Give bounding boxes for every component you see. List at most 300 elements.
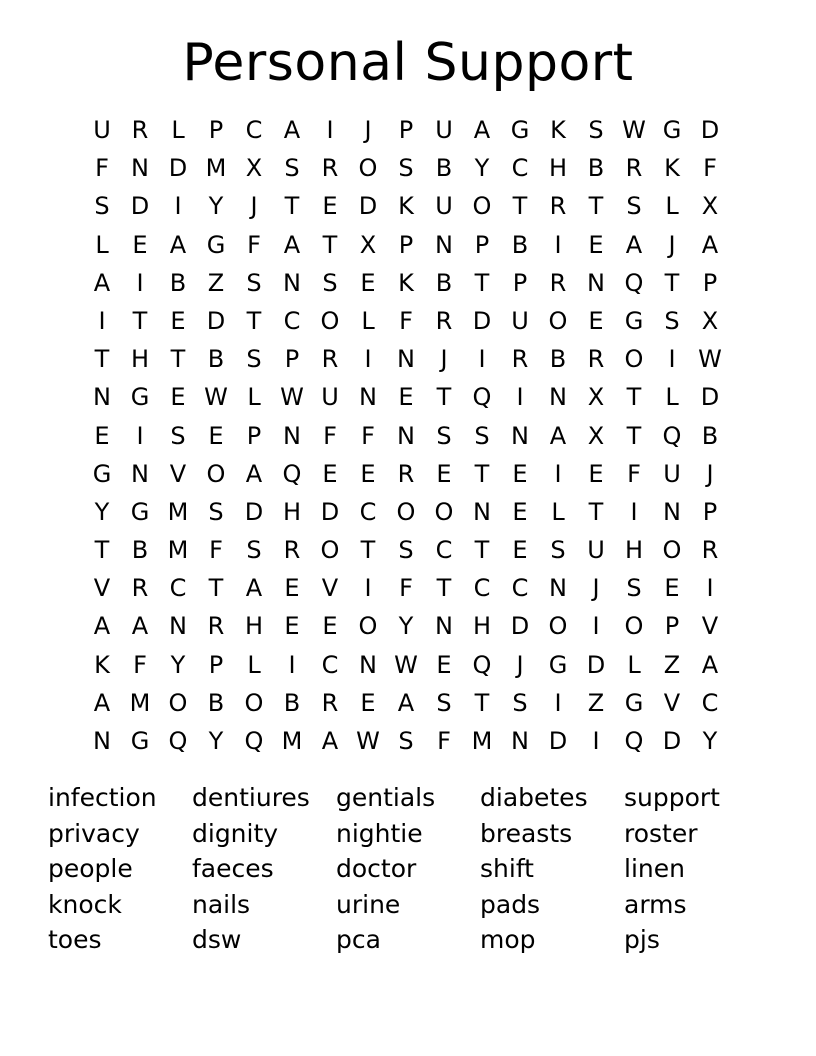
grid-letter[interactable]: T	[626, 383, 642, 412]
grid-letter[interactable]: A	[283, 116, 301, 144]
grid-letter[interactable]: N	[131, 459, 149, 488]
grid-letter[interactable]: Q	[662, 421, 682, 450]
grid-letter[interactable]: D	[510, 612, 530, 641]
grid-letter[interactable]: T	[664, 268, 680, 297]
grid-letter[interactable]: K	[664, 154, 680, 183]
grid-letter[interactable]: L	[171, 116, 185, 144]
letter-grid	[83, 111, 729, 760]
grid-letter[interactable]: N	[397, 345, 415, 374]
grid-letter[interactable]: D	[358, 192, 378, 221]
grid-letter[interactable]: J	[706, 459, 714, 488]
grid-letter[interactable]: F	[247, 230, 261, 259]
grid-letter[interactable]: H	[282, 497, 302, 526]
grid-letter[interactable]: B	[701, 421, 719, 450]
grid-letter[interactable]: Q	[282, 459, 302, 488]
grid-letter[interactable]: I	[516, 383, 524, 412]
word-list-item: infection	[48, 783, 157, 812]
grid-letter[interactable]: E	[322, 192, 338, 221]
grid-letter[interactable]: G	[206, 230, 226, 259]
grid-letter[interactable]: E	[588, 459, 604, 488]
grid-letter[interactable]: T	[284, 192, 300, 221]
grid-letter[interactable]: B	[131, 536, 149, 565]
grid-letter[interactable]: S	[94, 192, 110, 221]
grid-letter[interactable]: M	[129, 688, 151, 717]
grid-letter[interactable]: E	[512, 459, 528, 488]
grid-letter[interactable]: V	[93, 574, 111, 603]
grid-letter[interactable]: T	[132, 306, 148, 335]
grid-letter[interactable]: I	[592, 612, 600, 641]
grid-letter[interactable]: N	[473, 497, 491, 526]
grid-letter[interactable]: S	[398, 536, 414, 565]
grid-letter[interactable]: T	[588, 497, 604, 526]
grid-letter[interactable]: R	[321, 688, 339, 717]
grid-letter[interactable]: Y	[208, 727, 224, 755]
grid-letter[interactable]: B	[207, 345, 225, 374]
grid-letter[interactable]: Q	[472, 383, 492, 412]
grid-letter[interactable]: P	[512, 268, 528, 297]
grid-letter[interactable]: I	[364, 345, 372, 374]
grid-letter[interactable]: T	[474, 459, 490, 488]
grid-letter[interactable]: T	[208, 574, 224, 603]
word-list-item: shift	[480, 854, 534, 883]
grid-letter[interactable]: N	[93, 383, 111, 412]
grid-letter[interactable]: R	[435, 306, 453, 335]
grid-letter[interactable]: L	[627, 650, 641, 679]
grid-letter[interactable]: A	[131, 612, 149, 641]
grid-letter[interactable]: R	[207, 612, 225, 641]
word-list-item: gentials	[336, 783, 436, 812]
grid-letter[interactable]: D	[548, 727, 568, 755]
grid-letter[interactable]: G	[662, 116, 682, 144]
grid-letter[interactable]: B	[549, 345, 567, 374]
grid-letter[interactable]: A	[245, 574, 263, 603]
grid-letter[interactable]: P	[284, 345, 300, 374]
grid-letter[interactable]: A	[549, 421, 567, 450]
grid-letter[interactable]: C	[701, 688, 719, 717]
grid-letter[interactable]: S	[398, 727, 414, 755]
grid-letter[interactable]: E	[322, 612, 338, 641]
grid-letter[interactable]: K	[94, 650, 110, 679]
grid-letter[interactable]: Y	[170, 650, 186, 679]
grid-letter[interactable]: N	[549, 574, 567, 603]
grid-letter[interactable]: N	[663, 497, 681, 526]
grid-letter[interactable]: C	[511, 574, 529, 603]
grid-letter[interactable]: I	[706, 574, 714, 603]
grid-letter[interactable]: X	[587, 421, 605, 450]
grid-letter[interactable]: I	[668, 345, 676, 374]
grid-letter[interactable]: B	[207, 688, 225, 717]
grid-letter[interactable]: R	[701, 536, 719, 565]
grid-letter[interactable]: A	[473, 116, 491, 144]
grid-letter[interactable]: N	[283, 268, 301, 297]
grid-letter[interactable]: O	[548, 306, 568, 335]
word-list-item: pads	[480, 889, 541, 919]
grid-letter[interactable]: G	[92, 459, 112, 488]
grid-letter[interactable]: F	[703, 154, 717, 183]
grid-letter[interactable]: C	[511, 154, 529, 183]
grid-letter[interactable]: I	[136, 268, 144, 297]
grid-letter[interactable]: W	[280, 383, 304, 412]
grid-letter[interactable]: I	[136, 421, 144, 450]
grid-letter[interactable]: Q	[472, 650, 492, 679]
grid-letter[interactable]: N	[511, 421, 529, 450]
grid-letter[interactable]: F	[627, 459, 641, 488]
grid-letter[interactable]: D	[472, 306, 492, 335]
grid-letter[interactable]: G	[510, 116, 530, 144]
grid-letter[interactable]: Y	[208, 192, 224, 221]
grid-letter[interactable]: B	[511, 230, 529, 259]
grid-letter[interactable]: E	[170, 306, 186, 335]
grid-letter[interactable]: I	[554, 459, 562, 488]
grid-letter[interactable]: A	[93, 688, 111, 717]
grid-letter[interactable]: S	[436, 421, 452, 450]
grid-letter[interactable]: F	[323, 421, 337, 450]
grid-letter[interactable]: S	[474, 421, 490, 450]
grid-letter[interactable]: L	[247, 383, 261, 412]
grid-letter[interactable]: P	[246, 421, 262, 450]
grid-letter[interactable]: R	[131, 574, 149, 603]
grid-letter[interactable]: D	[206, 306, 226, 335]
grid-letter[interactable]: A	[245, 459, 263, 488]
grid-letter[interactable]: I	[98, 306, 106, 335]
grid-letter[interactable]: U	[587, 536, 605, 565]
grid-letter[interactable]: P	[702, 268, 718, 297]
grid-letter[interactable]: T	[246, 306, 262, 335]
grid-letter[interactable]: M	[471, 727, 493, 755]
grid-letter[interactable]: W	[622, 116, 646, 144]
grid-letter[interactable]: N	[359, 383, 377, 412]
grid-letter[interactable]: H	[548, 154, 568, 183]
grid-letter[interactable]: S	[246, 536, 262, 565]
grid-letter[interactable]: L	[247, 650, 261, 679]
grid-letter[interactable]: O	[396, 497, 416, 526]
grid-letter[interactable]: V	[169, 459, 187, 488]
grid-letter[interactable]: L	[95, 230, 109, 259]
grid-letter[interactable]: N	[283, 421, 301, 450]
grid-letter[interactable]: U	[321, 383, 339, 412]
grid-letter[interactable]: F	[437, 727, 451, 755]
grid-letter[interactable]: E	[512, 497, 528, 526]
grid-letter[interactable]: S	[170, 421, 186, 450]
grid-letter[interactable]: N	[93, 727, 111, 755]
grid-letter[interactable]: T	[436, 383, 452, 412]
grid-letter[interactable]: C	[473, 574, 491, 603]
grid-letter[interactable]: E	[664, 574, 680, 603]
grid-letter[interactable]: E	[94, 421, 110, 450]
grid-letter[interactable]: X	[359, 230, 377, 259]
grid-letter[interactable]: I	[592, 727, 600, 755]
grid-letter[interactable]: N	[131, 154, 149, 183]
grid-letter[interactable]: J	[668, 230, 676, 259]
grid-letter[interactable]: L	[665, 383, 679, 412]
grid-letter[interactable]: M	[205, 154, 227, 183]
grid-letter[interactable]: D	[662, 727, 682, 755]
grid-letter[interactable]: P	[208, 116, 224, 144]
grid-letter[interactable]: V	[701, 612, 719, 641]
grid-letter[interactable]: P	[702, 497, 718, 526]
word-list-item: linen	[624, 854, 685, 883]
grid-letter[interactable]: S	[436, 688, 452, 717]
grid-letter[interactable]: L	[665, 192, 679, 221]
word-list-item: support	[624, 783, 720, 812]
grid-letter[interactable]: I	[364, 574, 372, 603]
grid-letter[interactable]: E	[208, 421, 224, 450]
grid-letter[interactable]: T	[94, 345, 110, 374]
grid-letter[interactable]: U	[435, 116, 453, 144]
grid-letter[interactable]: T	[170, 345, 186, 374]
grid-letter[interactable]: O	[320, 306, 340, 335]
grid-letter[interactable]: F	[133, 650, 147, 679]
grid-letter[interactable]: P	[208, 650, 224, 679]
grid-letter[interactable]: D	[700, 116, 720, 144]
grid-letter[interactable]: A	[625, 230, 643, 259]
grid-letter[interactable]: S	[284, 154, 300, 183]
grid-letter[interactable]: C	[321, 650, 339, 679]
grid-letter[interactable]: N	[587, 268, 605, 297]
grid-letter[interactable]: V	[321, 574, 339, 603]
grid-letter[interactable]: M	[167, 497, 189, 526]
grid-letter[interactable]: E	[322, 459, 338, 488]
grid-letter[interactable]: W	[698, 345, 722, 374]
grid-letter[interactable]: D	[130, 192, 150, 221]
grid-letter[interactable]: K	[550, 116, 566, 144]
grid-letter[interactable]: P	[398, 230, 414, 259]
grid-letter[interactable]: E	[284, 574, 300, 603]
grid-letter[interactable]: P	[398, 116, 414, 144]
grid-letter[interactable]: I	[554, 688, 562, 717]
grid-letter[interactable]: E	[360, 459, 376, 488]
grid-letter[interactable]: O	[472, 192, 492, 221]
grid-letter[interactable]: K	[398, 268, 414, 297]
grid-letter[interactable]: Q	[244, 727, 264, 755]
grid-letter[interactable]: S	[246, 268, 262, 297]
grid-letter[interactable]: J	[440, 345, 448, 374]
grid-letter[interactable]: D	[168, 154, 188, 183]
grid-letter[interactable]: E	[436, 650, 452, 679]
grid-letter[interactable]: O	[358, 154, 378, 183]
grid-letter[interactable]: B	[283, 688, 301, 717]
grid-letter[interactable]: I	[288, 650, 296, 679]
grid-letter[interactable]: W	[356, 727, 380, 755]
grid-letter[interactable]: N	[511, 727, 529, 755]
grid-letter[interactable]: W	[204, 383, 228, 412]
grid-letter[interactable]: U	[435, 192, 453, 221]
grid-letter[interactable]: Q	[168, 727, 188, 755]
grid-letter[interactable]: G	[548, 650, 568, 679]
grid-letter[interactable]: C	[245, 116, 263, 144]
grid-letter[interactable]: C	[283, 306, 301, 335]
grid-letter[interactable]: F	[95, 154, 109, 183]
grid-letter[interactable]: S	[512, 688, 528, 717]
grid-letter[interactable]: X	[587, 383, 605, 412]
grid-letter[interactable]: W	[394, 650, 418, 679]
grid-letter[interactable]: F	[399, 574, 413, 603]
grid-letter[interactable]: C	[359, 497, 377, 526]
grid-letter[interactable]: R	[397, 459, 415, 488]
grid-letter[interactable]: B	[435, 268, 453, 297]
grid-letter[interactable]: E	[170, 383, 186, 412]
grid-letter[interactable]: T	[474, 268, 490, 297]
grid-letter[interactable]: A	[93, 268, 111, 297]
grid-letter[interactable]: B	[169, 268, 187, 297]
grid-letter[interactable]: D	[586, 650, 606, 679]
grid-letter[interactable]: F	[399, 306, 413, 335]
grid-letter[interactable]: R	[625, 154, 643, 183]
grid-letter[interactable]: D	[700, 383, 720, 412]
grid-letter[interactable]: E	[132, 230, 148, 259]
grid-letter[interactable]: R	[283, 536, 301, 565]
grid-letter[interactable]: O	[168, 688, 188, 717]
grid-letter[interactable]: S	[398, 154, 414, 183]
grid-letter[interactable]: O	[206, 459, 226, 488]
grid-letter[interactable]: O	[624, 612, 644, 641]
grid-letter[interactable]: A	[283, 230, 301, 259]
grid-letter[interactable]: N	[359, 650, 377, 679]
grid-letter[interactable]: U	[663, 459, 681, 488]
grid-letter[interactable]: T	[588, 192, 604, 221]
grid-letter[interactable]: I	[630, 497, 638, 526]
grid-letter[interactable]: X	[701, 306, 719, 335]
grid-letter[interactable]: B	[587, 154, 605, 183]
grid-letter[interactable]: R	[549, 192, 567, 221]
grid-letter[interactable]: M	[281, 727, 303, 755]
grid-letter[interactable]: B	[435, 154, 453, 183]
grid-letter[interactable]: A	[701, 230, 719, 259]
word-list-item: doctor	[336, 854, 417, 883]
grid-letter[interactable]: S	[246, 345, 262, 374]
grid-letter[interactable]: E	[284, 612, 300, 641]
grid-letter[interactable]: T	[626, 421, 642, 450]
grid-letter[interactable]: L	[361, 306, 375, 335]
grid-letter[interactable]: S	[322, 268, 338, 297]
grid-letter[interactable]: O	[662, 536, 682, 565]
grid-letter[interactable]: X	[245, 154, 263, 183]
word-list-item: privacy	[48, 818, 140, 848]
grid-letter[interactable]: N	[397, 421, 415, 450]
word-list-item: dignity	[192, 818, 279, 848]
grid-letter[interactable]: G	[624, 306, 644, 335]
grid-letter[interactable]: T	[94, 536, 110, 565]
grid-letter[interactable]: S	[208, 497, 224, 526]
grid-letter[interactable]: T	[474, 536, 490, 565]
grid-letter[interactable]: G	[130, 727, 150, 755]
grid-letter[interactable]: E	[398, 383, 414, 412]
grid-letter[interactable]: S	[664, 306, 680, 335]
grid-letter[interactable]: S	[550, 536, 566, 565]
grid-letter[interactable]: J	[250, 192, 258, 221]
grid-letter[interactable]: E	[360, 268, 376, 297]
grid-letter[interactable]: N	[169, 612, 187, 641]
grid-letter[interactable]: A	[397, 688, 415, 717]
grid-letter[interactable]: Y	[702, 727, 718, 755]
grid-letter[interactable]: T	[436, 574, 452, 603]
grid-letter[interactable]: H	[130, 345, 150, 374]
grid-letter[interactable]: T	[360, 536, 376, 565]
grid-letter[interactable]: A	[321, 727, 339, 755]
grid-letter[interactable]: A	[169, 230, 187, 259]
grid-letter[interactable]: N	[435, 612, 453, 641]
grid-letter[interactable]: X	[701, 192, 719, 221]
grid-letter[interactable]: F	[361, 421, 375, 450]
grid-letter[interactable]: S	[626, 192, 642, 221]
grid-letter[interactable]: E	[512, 536, 528, 565]
grid-letter[interactable]: Y	[474, 154, 490, 183]
grid-letter[interactable]: P	[664, 612, 680, 641]
grid-letter[interactable]: G	[130, 383, 150, 412]
grid-letter[interactable]: H	[624, 536, 644, 565]
grid-letter[interactable]: O	[244, 688, 264, 717]
grid-letter[interactable]: F	[209, 536, 223, 565]
grid-letter[interactable]: H	[244, 612, 264, 641]
grid-letter[interactable]: J	[364, 116, 372, 144]
grid-letter[interactable]: T	[512, 192, 528, 221]
grid-letter[interactable]: H	[472, 612, 492, 641]
grid-letter[interactable]: T	[474, 688, 490, 717]
grid-letter[interactable]: G	[624, 688, 644, 717]
grid-letter[interactable]: Y	[94, 497, 110, 526]
grid-letter[interactable]: D	[320, 497, 340, 526]
grid-letter[interactable]: E	[436, 459, 452, 488]
grid-letter[interactable]: Z	[663, 650, 681, 679]
grid-letter[interactable]: Y	[398, 612, 414, 641]
grid-letter[interactable]: I	[478, 345, 486, 374]
grid-letter[interactable]: N	[549, 383, 567, 412]
grid-letter[interactable]: Q	[624, 727, 644, 755]
grid-letter[interactable]: O	[624, 345, 644, 374]
grid-letter[interactable]: Q	[624, 268, 644, 297]
grid-letter[interactable]: N	[435, 230, 453, 259]
grid-letter[interactable]: R	[511, 345, 529, 374]
grid-letter[interactable]: K	[398, 192, 414, 221]
grid-letter[interactable]: R	[549, 268, 567, 297]
grid-letter[interactable]: Z	[207, 268, 225, 297]
grid-letter[interactable]: R	[321, 154, 339, 183]
grid-letter[interactable]: R	[131, 116, 149, 144]
grid-letter[interactable]: U	[93, 116, 111, 144]
grid-letter[interactable]: R	[587, 345, 605, 374]
grid-letter[interactable]: G	[130, 497, 150, 526]
grid-letter[interactable]: R	[321, 345, 339, 374]
grid-letter[interactable]: A	[701, 650, 719, 679]
grid-letter[interactable]: I	[326, 116, 334, 144]
grid-letter[interactable]: I	[554, 230, 562, 259]
grid-letter[interactable]: M	[167, 536, 189, 565]
grid-letter[interactable]: E	[588, 306, 604, 335]
grid-letter[interactable]: U	[511, 306, 529, 335]
grid-letter[interactable]: E	[360, 688, 376, 717]
grid-letter[interactable]: S	[588, 116, 604, 144]
grid-letter[interactable]: Z	[587, 688, 605, 717]
grid-letter[interactable]: L	[551, 497, 565, 526]
grid-letter[interactable]: D	[244, 497, 264, 526]
grid-letter[interactable]: C	[435, 536, 453, 565]
grid-letter[interactable]: I	[174, 192, 182, 221]
word-list-item: breasts	[480, 818, 573, 848]
grid-letter[interactable]: O	[320, 536, 340, 565]
grid-letter[interactable]: O	[358, 612, 378, 641]
grid-letter[interactable]: E	[588, 230, 604, 259]
grid-letter[interactable]: P	[474, 230, 490, 259]
grid-letter[interactable]: J	[592, 574, 600, 603]
grid-letter[interactable]: J	[516, 650, 524, 679]
grid-letter[interactable]: T	[322, 230, 338, 259]
grid-letter[interactable]: S	[626, 574, 642, 603]
grid-letter[interactable]: C	[169, 574, 187, 603]
grid-letter[interactable]: A	[93, 612, 111, 641]
grid-letter[interactable]: O	[548, 612, 568, 641]
grid-letter[interactable]: V	[663, 688, 681, 717]
grid-letter[interactable]: O	[434, 497, 454, 526]
